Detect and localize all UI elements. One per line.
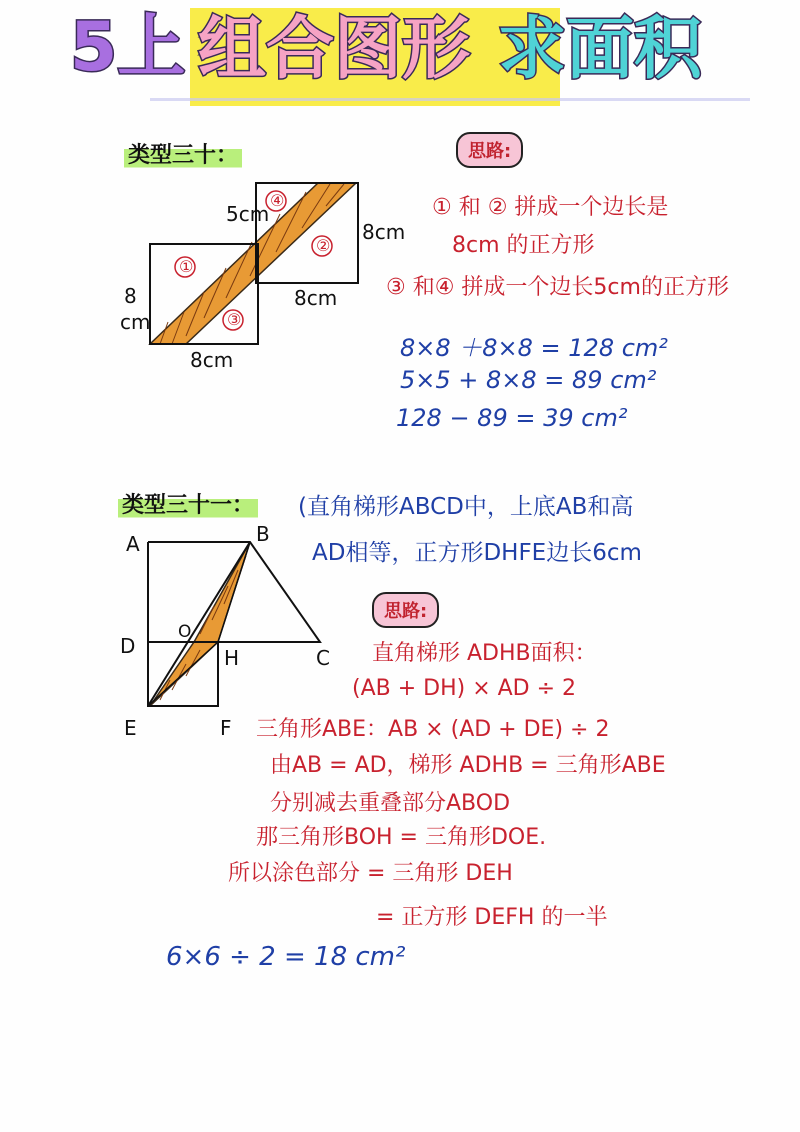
title-main: 组合图形 [198,10,471,89]
step-7: 所以涂色部分 = 三角形 DEH [228,861,513,886]
step-2: (AB + DH) × AD ÷ 2 [352,676,577,701]
point-C: C [316,646,330,670]
piece-1-label: ① [179,257,194,276]
step-5: 分别减去重叠部分ABOD [270,791,511,816]
final-formula: 6×6 ÷ 2 = 18 cm² [166,942,406,972]
section1-label: 类型三十： [124,138,242,169]
step-8: = 正方形 DEFH 的一半 [376,905,608,930]
step-6: 那三角形BOH = 三角形DOE. [256,825,547,850]
section1-badge: 思路: [456,132,523,168]
point-D: D [120,634,136,658]
step-4: 由AB = AD，梯形 ADHB = 三角形ABE [270,753,666,778]
piece-3-label: ③ [227,310,242,329]
reasoning-line-3: ③ 和④ 拼成一个边长5cm的正方形 [386,275,729,300]
point-F: F [220,716,232,740]
reasoning-line-1: ① 和 ② 拼成一个边长是 [432,195,669,220]
section2-label: 类型三十一： [118,488,258,519]
point-H: H [224,646,240,670]
fig1-label-top: 5cm [226,202,270,226]
formula-1: 8×8 ＋8×8 = 128 cm² [400,334,668,362]
condition-line-1: (直角梯形ABCD中，上底AB和高 [298,494,634,520]
piece-2-label: ② [316,236,331,255]
point-O: O [178,622,192,642]
fig1-label-bottom: 8cm [190,348,234,372]
section2-badge: 思路: [372,592,439,628]
point-A: A [126,532,140,556]
point-E: E [124,716,137,740]
step-1: 直角梯形 ADHB面积： [372,641,597,666]
step-3: 三角形ABE：AB × (AD + DE) ÷ 2 [256,717,610,742]
formula-2: 5×5 + 8×8 = 89 cm² [400,366,657,394]
fig1-label-right: 8cm [362,220,406,244]
fig1-label-middle: 8cm [294,286,338,310]
fig1-label-left-unit: cm [120,310,151,334]
formula-3: 128 − 89 = 39 cm² [396,404,628,432]
fig1-label-left-num: 8 [124,284,137,308]
point-B: B [256,522,270,546]
piece-4-label: ④ [270,191,285,210]
condition-line-2: AD相等，正方形DHFE边长6cm [312,540,642,566]
reasoning-line-2: 8cm 的正方形 [452,233,595,258]
title-prefix: 5上 [70,8,186,87]
title-suffix: 求面积 [498,10,703,89]
